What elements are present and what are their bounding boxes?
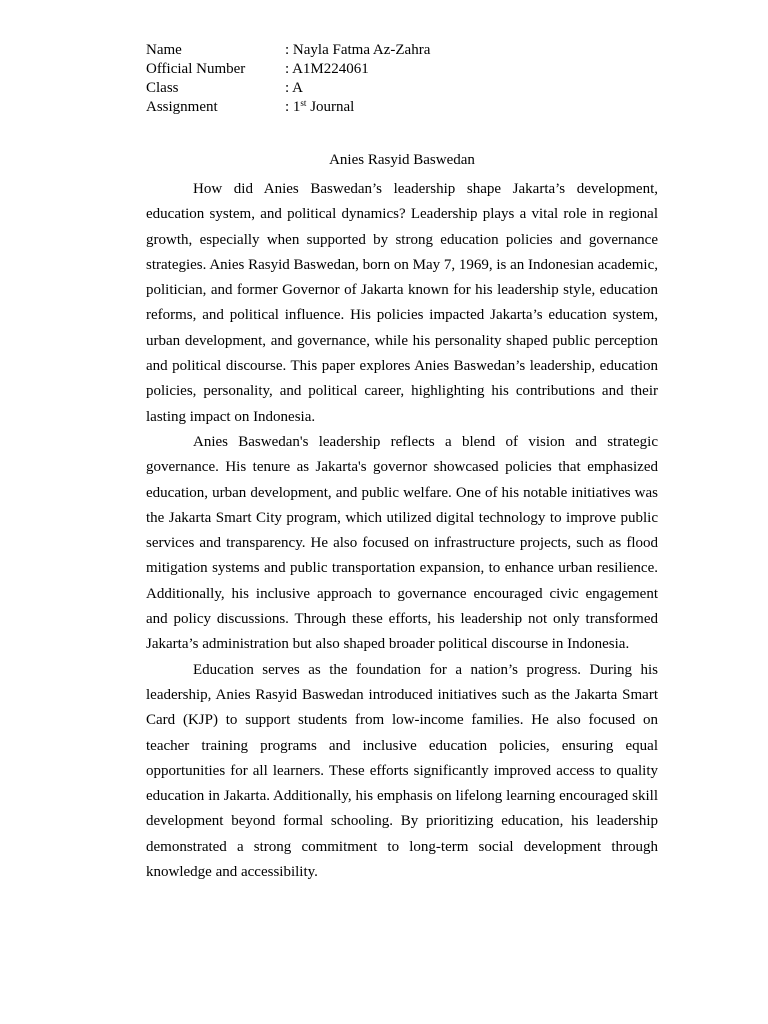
document-body <box>146 177 658 885</box>
info-label-name: Name <box>146 42 182 58</box>
document-title: Anies Rasyid Baswedan <box>329 152 475 168</box>
paragraph-introduction: How did Anies Baswedan’s leadership shape Jakarta’s development, education system, and political dynamics? Leadership plays a vital role in regional growth, especially when supported by strong education policies and governance strategies. Anies Rasyid Baswedan, born on May 7, 1969, is an Indonesian academic, politician, and former Governor of Jakarta known for his leadership style, education reforms, and political influence. His policies impacted Jakarta’s education system, urban development, and governance, while his personality shaped public perception and political discourse. This paper explores Anies Baswedan’s leadership, education policies, personality, and political career, highlighting his contributions and their lasting impact on Indonesia. <box>146 181 658 425</box>
info-label-class: Class <box>146 80 179 96</box>
info-label-assignment: Assignment <box>146 99 218 115</box>
paragraph-leadership: Anies Baswedan's leadership reflects a blend of vision and strategic governance. His tenure as Jakarta's governor showcased policies that emphasized education, urban development, and public welfare. One of his notable initiatives was the Jakarta Smart City program, which utilized digital technology to improve public services and transparency. He also focused on infrastructure projects, such as flood mitigation systems and public transportation expansion, to enhance urban resilience. Additionally, his inclusive approach to governance encouraged civic engagement and policy discussions. Through these efforts, his leadership not only transformed Jakarta’s administration but also shaped broader political discourse in Indonesia. <box>146 433 658 653</box>
assignment-suffix: Journal <box>306 99 355 115</box>
info-row-official-number <box>146 60 658 79</box>
assignment-superscript: st <box>300 98 307 108</box>
info-value-official-number: : A1M224061 <box>285 61 369 77</box>
info-value-class: : A <box>285 80 303 96</box>
info-row-assignment <box>146 98 658 117</box>
info-value-name: : Nayla Fatma Az-Zahra <box>285 42 431 58</box>
info-label-official-number: Official Number <box>146 61 246 77</box>
paragraph-education: Education serves as the foundation for a nation’s progress. During his leadership, Anies Rasyid Baswedan introduced initiatives such as the Jakarta Smart Card (KJP) to support students from low-income families. He also focused on teacher training programs and inclusive education policies, ensuring equal opportunities for all learners. These efforts significantly improved access to quality education in Jakarta. Additionally, his emphasis on lifelong learning encouraged skill development beyond formal schooling. By prioritizing education, his leadership demonstrated a strong commitment to long-term social development through knowledge and accessibility. <box>146 661 658 881</box>
student-info-block <box>146 41 658 117</box>
info-row-class <box>146 79 658 98</box>
info-row-name <box>146 41 658 60</box>
info-value-assignment <box>285 98 354 117</box>
assignment-prefix: : 1 <box>285 99 301 115</box>
document-page <box>146 41 658 885</box>
